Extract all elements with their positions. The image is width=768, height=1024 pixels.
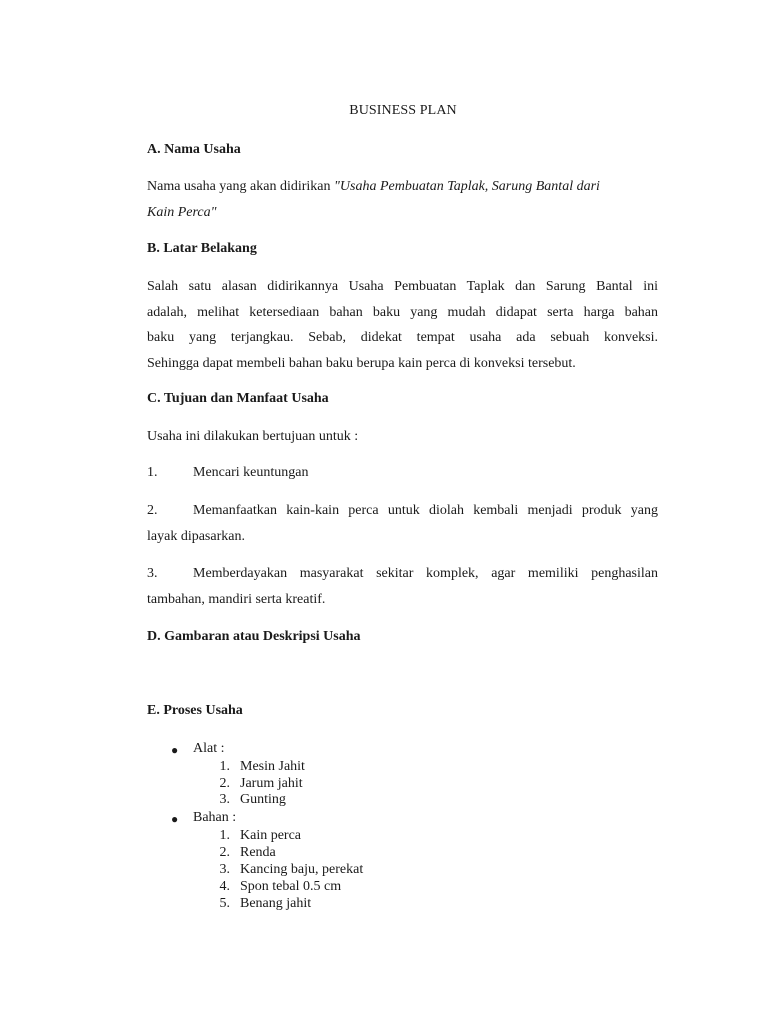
latar-line: adalah, melihat ketersediaan bahan baku yang mudah didapat serta harga bahan bbox=[147, 304, 658, 320]
nama-usaha-italic-1: "Usaha Pembuatan Taplak, Sarung Bantal dari bbox=[334, 179, 600, 194]
tujuan-item bbox=[147, 498, 658, 549]
latar-line: Salah satu alasan didirikannya Usaha Pembuatan Taplak dan Sarung Bantal ini bbox=[147, 279, 658, 294]
bullet-icon: ● bbox=[171, 812, 179, 826]
heading-gambaran: D. Gambaran atau Deskripsi Usaha bbox=[147, 629, 361, 644]
alat-item-text: Gunting bbox=[240, 792, 286, 807]
bahan-item-text: Spon tebal 0.5 cm bbox=[240, 879, 342, 894]
tujuan-intro: Usaha ini dilakukan bertujuan untuk : bbox=[147, 429, 359, 444]
tujuan-item-number: 3. bbox=[147, 566, 158, 581]
nama-usaha-lead: Nama usaha yang akan didirikan bbox=[147, 179, 334, 194]
heading-proses-usaha: E. Proses Usaha bbox=[147, 703, 243, 718]
tujuan-item-text: Memberdayakan masyarakat sekitar komplek, agar memiliki penghasilan bbox=[193, 566, 658, 581]
tujuan-item-text: Memanfaatkan kain-kain perca untuk diolah kembali menjadi produk yang bbox=[193, 503, 658, 518]
bahan-item-text: Renda bbox=[240, 845, 276, 860]
alat-item-text: Jarum jahit bbox=[240, 776, 303, 791]
paragraph-nama-usaha bbox=[147, 174, 658, 225]
bahan-item-number: 3. bbox=[219, 862, 230, 877]
tujuan-item-number: 1. bbox=[147, 465, 158, 480]
tujuan-item bbox=[147, 561, 658, 612]
paragraph-latar-belakang bbox=[147, 274, 658, 376]
bahan-item-text: Benang jahit bbox=[240, 896, 312, 911]
tujuan-item-text: Mencari keuntungan bbox=[193, 465, 309, 480]
alat-item-number: 3. bbox=[219, 792, 230, 807]
bahan-item-number: 1. bbox=[219, 828, 230, 843]
heading-nama-usaha: A. Nama Usaha bbox=[147, 142, 241, 157]
tujuan-item bbox=[147, 460, 658, 486]
tujuan-item-number: 2. bbox=[147, 503, 158, 518]
bahan-item-text: Kancing baju, perekat bbox=[240, 862, 364, 877]
document-title: BUSINESS PLAN bbox=[349, 103, 457, 118]
bahan-item-number: 5. bbox=[219, 896, 230, 911]
latar-line: Sehingga dapat membeli bahan baku berupa kain perca di konveksi tersebut. bbox=[147, 355, 576, 371]
bahan-item-number: 2. bbox=[219, 845, 230, 860]
heading-tujuan: C. Tujuan dan Manfaat Usaha bbox=[147, 391, 329, 406]
nama-usaha-italic-2: Kain Perca" bbox=[147, 204, 217, 220]
bullet-icon: ● bbox=[171, 743, 179, 757]
alat-item-number: 1. bbox=[219, 759, 230, 774]
tujuan-item-text-cont: tambahan, mandiri serta kreatif. bbox=[147, 591, 326, 607]
bahan-item-number: 4. bbox=[219, 879, 230, 894]
heading-latar-belakang: B. Latar Belakang bbox=[147, 241, 257, 256]
bahan-item-text: Kain perca bbox=[240, 828, 302, 843]
group-label-bahan: Bahan : bbox=[193, 810, 237, 825]
latar-line: baku yang terjangkau. Sebab, didekat tempat usaha ada sebuah konveksi. bbox=[147, 330, 658, 345]
alat-item-text: Mesin Jahit bbox=[240, 759, 305, 774]
group-label-alat: Alat : bbox=[193, 741, 225, 756]
alat-item-number: 2. bbox=[219, 776, 230, 791]
tujuan-item-text-cont: layak dipasarkan. bbox=[147, 528, 245, 544]
